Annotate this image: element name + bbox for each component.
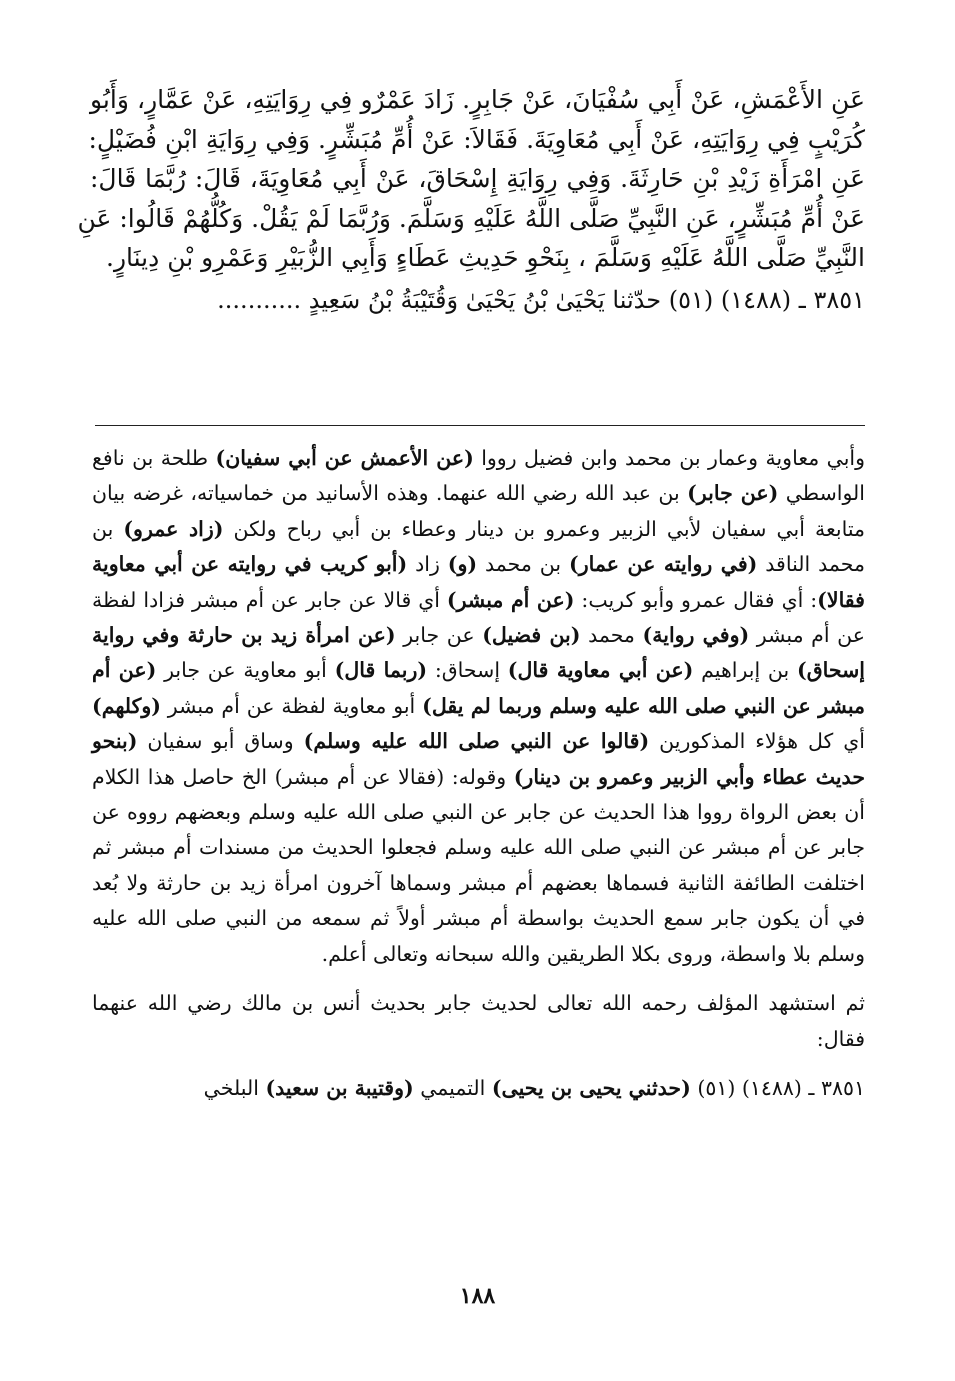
- quoted-matn-text: (زاد عمرو): [123, 516, 224, 541]
- commentary-text: ٣٨٥١ ـ (١٤٨٨) (٥١): [690, 1075, 865, 1100]
- commentary-text: إسحاق:: [427, 658, 508, 683]
- quoted-matn-text: (قالوا عن النبي صلى الله عليه وسلم): [303, 729, 650, 754]
- commentary-text: بن محمد الناقد: [92, 516, 865, 577]
- commentary-text: محمد: [580, 623, 643, 648]
- commentary-text: زاد: [407, 552, 448, 577]
- commentary-paragraph: [92, 986, 865, 1057]
- quoted-matn-text: (عن امرأة زيد بن حارثة وفي رواية إسحاق): [92, 623, 865, 683]
- hadith-line: عَنِ الأَعْمَشِ، عَنْ أَبِي سُفْيَانَ، عَنْ جَابِرٍ. زَادَ عَمْرٌو فِي رِوَايَتِهِ، عَنْ عَمَّارٍ، وَأَبُو: [90, 85, 865, 114]
- quoted-matn-text: (عن الأعمش عن أبي سفيان): [215, 446, 474, 470]
- commentary-text: وقوله: (فقالا عن أم مبشر) الخ حاصل هذا الكلام أن بعض الرواة رووا هذا الحديث عن جابر عن النبي صلى الله عليه وسلم وبعضهم رووه عن جابر عن أم مبشر عن النبي صلى الله عليه وسلم فجعلوا الحديث من مسندات أم مبشر ثم اختلفت الطائفة الثانية فسماها بعضهم أم مبشر وسماها آخرون امرأة زيد بن حارثة ولا بُعد في أن يكون جابر سمع الحديث بواسطة أم مبشر أولاً ثم سمعه من النبي صلى الله عليه وسلم بلا واسطة، وروى بكلا الطريقين والله سبحانه وتعالى أعلم.: [92, 764, 865, 966]
- quoted-matn-text: (عن أبي معاوية قال): [507, 658, 694, 683]
- quoted-matn-text: (عن أم مبشر): [446, 587, 575, 612]
- commentary-text: أي قالا عن جابر عن أم مبشر فزادا لفظة عن أم مبشر: [92, 587, 866, 648]
- quoted-matn-text: (عن أم مبشر عن النبي صلى الله عليه وسلم وربما لم يقل): [92, 658, 866, 718]
- commentary-block: [92, 441, 865, 1106]
- quoted-matn-text: (وقتيبة بن سعيد): [265, 1075, 414, 1100]
- hadith-line: عَنْ أُمِّ مُبَشِّرٍ، عَنِ النَّبِيِّ صَلَّى اللَّهُ عَلَيْهِ وَسَلَّمَ. وَرُبَّمَا لَمْ يَقُلْ. وَكُلُّهُمْ قَالُوا: عَنِ: [77, 203, 865, 233]
- commentary-text: بن إبراهيم: [693, 658, 798, 683]
- commentary-text: أبو معاوية لفظة عن أم مبشر: [160, 693, 423, 718]
- quoted-matn-text: (بنحو حديث عطاء وأبي الزبير وعمرو بن دينار): [92, 729, 865, 789]
- footnote-divider: [95, 425, 865, 426]
- commentary-text: بن محمد: [477, 552, 569, 577]
- quoted-matn-text: (حدثني يحيى بن يحيى): [491, 1075, 691, 1100]
- quoted-matn-text: (و): [447, 552, 478, 577]
- hadith-line: عَنِ امْرَأَةِ زَيْدِ بْنِ حَارِثَةَ. وَفِي رِوَايَةِ إِسْحَاقَ، عَنْ أَبِي مُعَاوِيَةَ، قَالَ: رُبَّمَا قَالَ:: [90, 164, 865, 193]
- commentary-text: التميمي: [413, 1075, 492, 1100]
- quoted-matn-text: (بن فضيل): [482, 623, 581, 648]
- hadith-line: كُرَيْبٍ فِي رِوَايَتِهِ، عَنْ أَبِي مُعَاوِيَةَ. فَقَالاَ: عَنْ أُمِّ مُبَشِّرٍ. وَفِي رِوَايَةِ ابْنِ فُضَيْلٍ:: [88, 124, 865, 154]
- hadith-text-block: [77, 80, 865, 320]
- quoted-matn-text: (ربما قال): [334, 658, 428, 683]
- commentary-paragraph: [92, 1071, 865, 1106]
- commentary-text: طلحة بن نافع الواسطي: [92, 446, 865, 506]
- hadith-matn: [77, 80, 865, 278]
- quoted-matn-text: (في روايته عن عمار): [569, 552, 758, 577]
- commentary-text: أي كل هؤلاء المذكورين: [649, 729, 865, 754]
- commentary-text: عن جابر: [395, 623, 483, 648]
- commentary-text: ثم استشهد المؤلف رحمه الله تعالى لحديث جابر بحديث أنس بن مالك رضي الله عنهما فقال:: [92, 991, 865, 1051]
- commentary-text: البلخي: [203, 1075, 266, 1100]
- quoted-matn-text: (وفي رواية): [642, 623, 750, 648]
- commentary-paragraph: [92, 441, 865, 972]
- quoted-matn-text: (أبو كريب في روايته عن أبي معاوية فقالا): [92, 552, 865, 612]
- quoted-matn-text: (عن جابر): [687, 481, 779, 506]
- commentary-text: وساق أبو سفيان: [137, 729, 304, 754]
- quoted-matn-text: (وكلهم): [92, 693, 161, 718]
- commentary-text: بن عبد الله رضي الله عنهما. وهذه الأسانيد من خماسياته، غرضه بيان متابعة أبي سفيان لأبي الزبير وعمرو بن دينار وعطاء بن أبي رباح ولكن: [92, 481, 865, 541]
- next-hadith-chain: ٣٨٥١ ـ (١٤٨٨) (٥١) حدّثنا يَحْيَىٰ بْنُ يَحْيَىٰ وَقُتَيْبَةُ بْنُ سَعِيدٍ ...........: [217, 285, 865, 314]
- hadith-line: النَّبِيِّ صَلَّى اللَّهُ عَلَيْهِ وَسَلَّمَ ، بِنَحْوِ حَدِيثِ عَطَاءٍ وَأَبِي الزُّبَيْرِ وَعَمْرِو بْنِ دِينَارٍ.: [106, 243, 865, 272]
- commentary-text: : أي فقال عمرو وأبو كريب:: [574, 587, 818, 612]
- commentary-text: أبو معاوية عن جابر: [156, 658, 335, 683]
- page-number: ١٨٨: [459, 1283, 496, 1309]
- commentary-text: وأبي معاوية وعمار بن محمد وابن فضيل رووا: [473, 446, 865, 470]
